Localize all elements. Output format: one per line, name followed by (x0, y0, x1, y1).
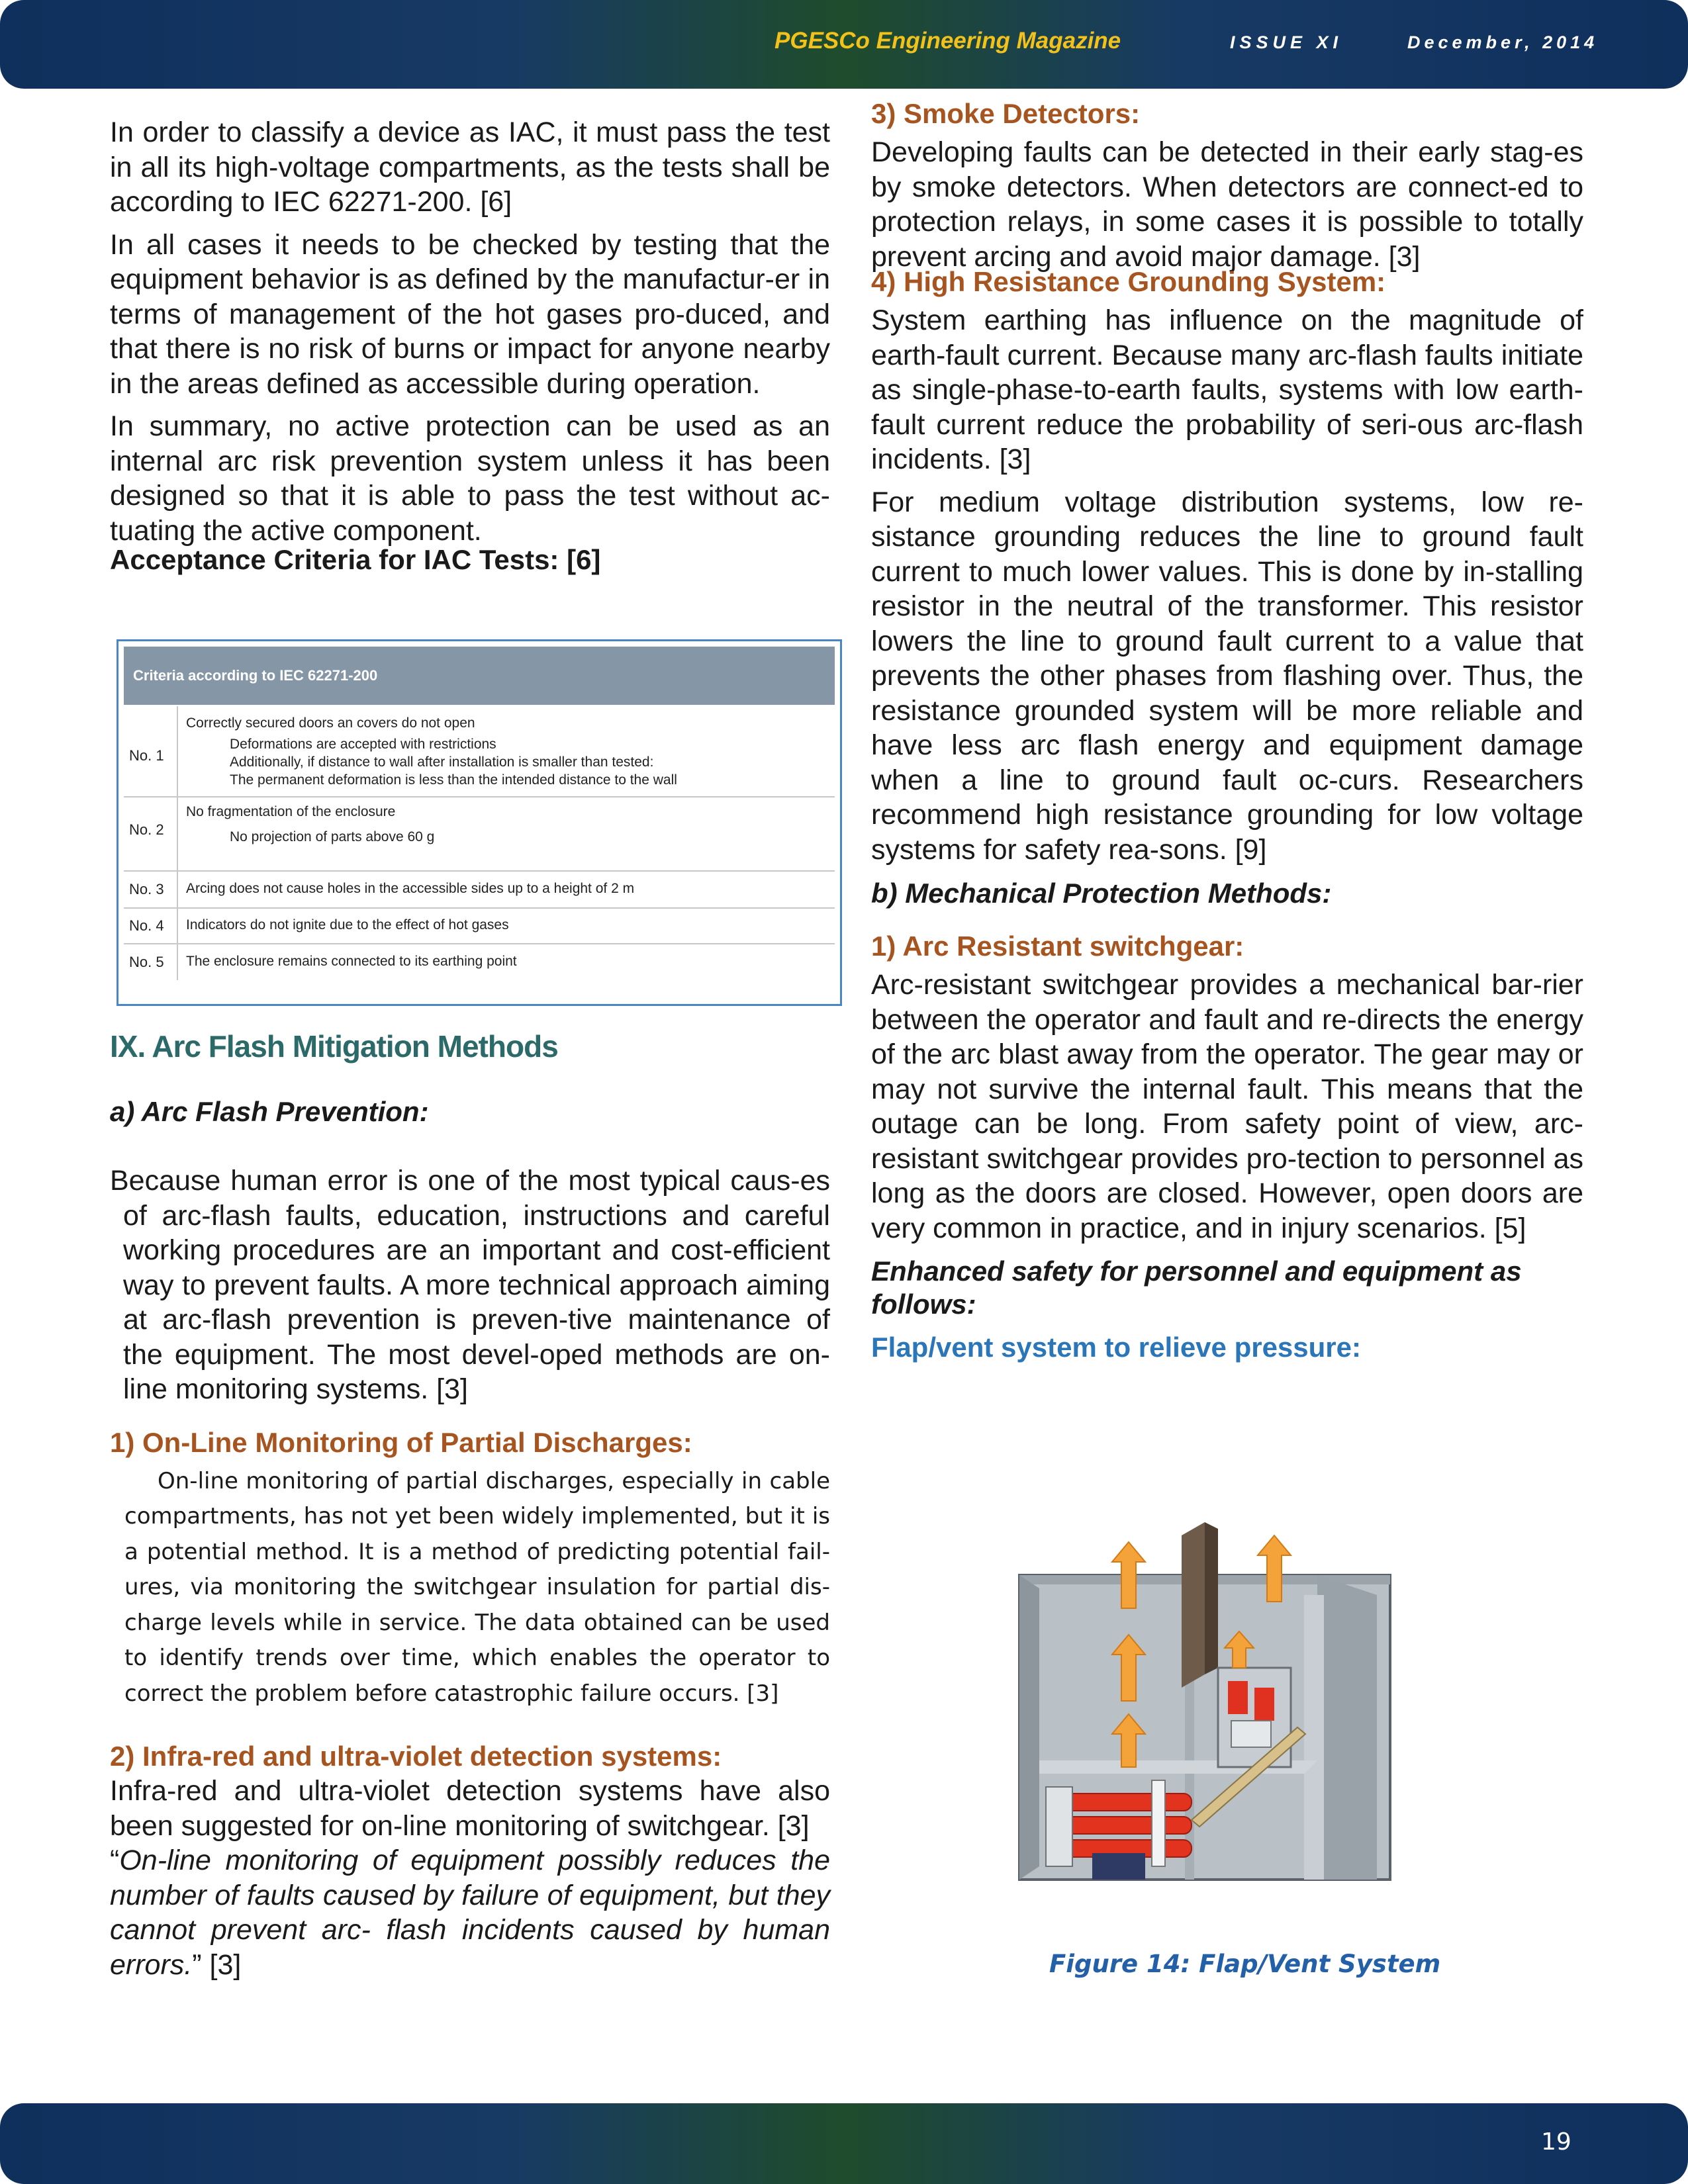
criteria-text: Arcing does not cause holes in the accessible sides up to a height of 2 m (186, 881, 635, 896)
mechanical-heading: b) Mechanical Protection Methods: (871, 878, 1332, 909)
quote-ref: [3] (209, 1948, 242, 1981)
right-column (871, 97, 1583, 1365)
criteria-text: No fragmentation of the enclosure (186, 804, 396, 819)
table-row (124, 706, 835, 797)
issue-label: ISSUE XI (1230, 32, 1343, 52)
table-row (124, 909, 835, 944)
table-row (124, 944, 835, 980)
criteria-text: Deformations are accepted with restrictions (230, 737, 496, 752)
online-monitoring-heading: 1) On-Line Monitoring of Partial Discharges: (110, 1426, 692, 1458)
criteria-table (117, 639, 842, 1006)
hrg-paragraph-1: System earthing has influence on the magnitude of earth-fault current. Because many arc-flash faults initiate as single-phase-to-earth faults, systems with low earth-fault current reduce the probability of seri-ous arc-flash incidents. [3] (871, 304, 1583, 475)
criteria-text: Correctly secured doors an covers do not open (186, 715, 475, 731)
prevention-heading: a) Arc Flash Prevention: (110, 1096, 429, 1127)
criteria-text: No projection of parts above 60 g (230, 829, 435, 844)
infrared-paragraph: Infra-red and ultra-violet detection systems have also been suggested for on-line monitoring of switchgear. [3] (110, 1775, 830, 1842)
paragraph-iac-classification: In order to classify a device as IAC, it must pass the test in all its high-voltage compartments, as the tests shall be according to IEC 62271-200. [6] (110, 116, 830, 218)
magazine-title: PGESCo Engineering Magazine (774, 28, 1121, 54)
table-row (124, 797, 835, 872)
page-number: 19 (1541, 2128, 1571, 2156)
criteria-table-title: Criteria according to IEC 62271-200 (124, 647, 835, 705)
quote-text: On-line monitoring of equipment possibly reduces the number of faults caused by failure of equipment, but they cannot prevent arc- flash incidents caused by human errors. (110, 1844, 830, 1981)
smoke-detectors-heading: 3) Smoke Detectors: (871, 98, 1141, 129)
quote-paragraph: “On-line monitoring of equipment possibly reduces the number of faults caused by failure of equipment, but they cannot prevent arc- flash incidents caused by human errors.” [3] (110, 1844, 830, 1981)
issue-date: December, 2014 (1407, 32, 1599, 52)
figure-caption: Figure 14: Flap/Vent System (1049, 1950, 1441, 1978)
paragraph-summary: In summary, no active protection can be used as an internal arc risk prevention system unless it has been designed so that it is able to pass the test without ac-tuating the active component. (110, 410, 830, 547)
flap-vent-illustration (993, 1509, 1423, 1893)
section-ix (110, 1028, 830, 1982)
criteria-number: No. 4 (129, 917, 164, 934)
prevention-paragraph: Because human error is one of the most typical caus-es of arc-flash faults, education, instructions and careful working procedures are an important and cost-efficient way to prevent faults. A more technical approach aiming at arc-flash prevention is preven-tive maintenance of the equipment. The most devel-oped methods are on-line monitoring systems. [3] (110, 1165, 830, 1405)
table-row (124, 872, 835, 909)
hrg-paragraph-2: For medium voltage distribution systems, low re-sistance grounding reduces the line to ground fault current to much lower values. This is done by in-stalling resistor in the neutral of the transformer. This resistor lowers the line to ground fault current to a value that prevents the other phases from flashing over. Thus, the resistance grounded system will be more reliable and have less arc flash energy and equipment damage when a line to ground fault oc-curs. Researchers recommend high resistance grounding for low voltage systems for safety rea-sons. [9] (871, 486, 1583, 866)
acceptance-criteria-heading: Acceptance Criteria for IAC Tests: [6] (110, 544, 601, 575)
criteria-number: No. 1 (129, 747, 164, 764)
arc-resistant-heading: 1) Arc Resistant switchgear: (871, 931, 1244, 962)
criteria-number: No. 5 (129, 954, 164, 970)
hrg-heading: 4) High Resistance Grounding System: (871, 266, 1386, 297)
criteria-text: Indicators do not ignite due to the effect of hot gases (186, 917, 509, 933)
criteria-number: No. 2 (129, 821, 164, 838)
paragraph-testing: In all cases it needs to be checked by testing that the equipment behavior is as defined by the manufactur-er in terms of management of the hot gases pro-duced, and that there is no risk of burns or impact for anyone nearby in the areas defined as accessible during operation. (110, 228, 830, 400)
enhanced-safety-heading: Enhanced safety for personnel and equipment as follows: (871, 1255, 1522, 1320)
arc-resistant-paragraph: Arc-resistant switchgear provides a mechanical bar-rier between the operator and fault and re-directs the energy of the arc blast away from the operator. The gear may or may not survive the internal fault. This means that the outage can be long. From safety point of view, arc-resistant switchgear provides pro-tection to personnel as long as the doors are closed. However, open doors are very common in practice, and in injury scenarios. [5] (871, 969, 1583, 1244)
criteria-text: The permanent deformation is less than the intended distance to the wall (230, 772, 677, 788)
footer-bar (0, 2103, 1688, 2184)
section-heading: IX. Arc Flash Mitigation Methods (110, 1029, 558, 1064)
left-column (110, 115, 830, 577)
criteria-text: The enclosure remains connected to its earthing point (186, 954, 517, 969)
infrared-heading: 2) Infra-red and ultra-violet detection systems: (110, 1741, 722, 1772)
criteria-text: Additionally, if distance to wall after installation is smaller than tested: (230, 754, 654, 770)
criteria-number: No. 3 (129, 881, 164, 897)
online-monitoring-paragraph: On-line monitoring of partial discharges, especially in cable compartments, has not yet been widely implemented, but it is a potential method. It is a method of predicting potential fail-ures, via monitoring the switchgear insulation for partial dis-charge levels while in service. The data obtained can be used to identify trends over time, which enables the operator to correct the problem before catastrophic failure occurs. [3] (124, 1467, 830, 1707)
flap-vent-heading: Flap/vent system to relieve pressure: (871, 1332, 1361, 1363)
smoke-detectors-paragraph: Developing faults can be detected in their early stag-es by smoke detectors. When detectors are connect-ed to protection relays, in some cases it is possible to totally prevent arcing and avoid major damage. [3] (871, 136, 1583, 273)
